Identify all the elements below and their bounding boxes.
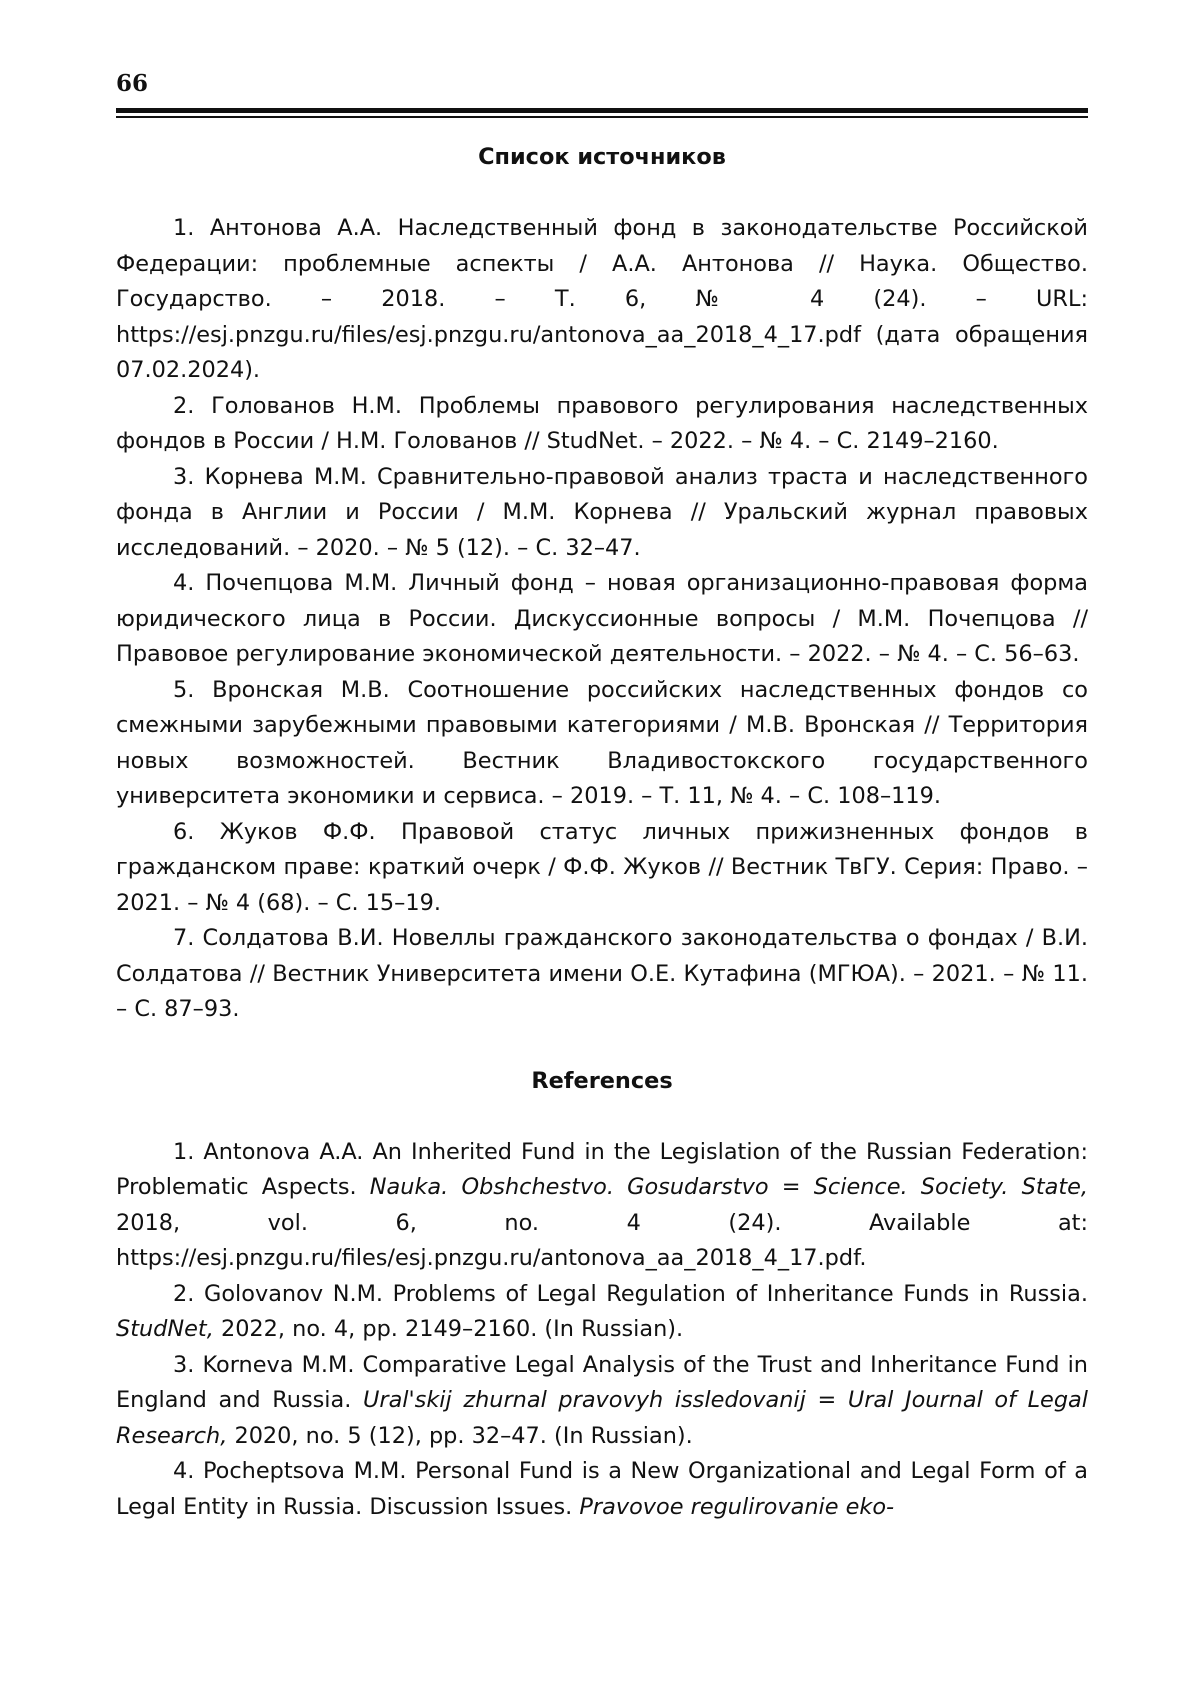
reference-entry [116, 1454, 1088, 1525]
reference-text: 2020, no. 5 (12), pp. 32–47. (In Russian). [227, 1422, 693, 1449]
page-content [116, 128, 1088, 1525]
source-entry: 2. Голованов Н.М. Проблемы правового регулирования наследственных фондов в России / Н.М. Голованов // StudNet. – 2022. – № 4. – С. 2149–2160. [116, 392, 1088, 454]
reference-entry [116, 1277, 1088, 1348]
references-list [116, 1135, 1088, 1526]
header-rule-thin [116, 116, 1088, 118]
reference-text: 4. Pocheptsova M.M. Personal Fund is a New Organizational and Legal Form of a Legal Entity in Russia. Discussion Issues. [116, 1458, 1088, 1520]
reference-text: 2018, vol. 6, no. 4 (24). Available at: https://esj.pnzgu.ru/files/esj.pnzgu.ru/antonova_aa_2018_4_17.pdf. [116, 1209, 1088, 1271]
source-entry: 5. Вронская М.В. Соотношение российских наследственных фондов со смежными зарубежными правовыми категориями / М.В. Вронская // Территория новых возможностей. Вестник Владивостокского государственного университета экономики и сервиса. – 2019. – Т. 11, № 4. – С. 108–119. [116, 676, 1088, 809]
sources-list [116, 211, 1088, 1028]
reference-journal: Ural'skij zhurnal pravovyh issledovanij = Ural Journal of Legal Research, [116, 1387, 1088, 1449]
source-entry: 1. Антонова А.А. Наследственный фонд в законодательстве Российской Федерации: проблемные аспекты / А.А. Антонова // Наука. Общество. Государство. – 2018. – Т. 6, № 4 (24). – URL: https://esj.pnzgu.ru/files/esj.pnzgu.ru/antonova_aa_2018_4_17.pdf (дата обращения 07.02.2024). [116, 215, 1088, 383]
header-rule-thick [116, 108, 1088, 113]
reference-journal: Nauka. Obshchestvo. Gosudarstvo = Science. Society. State, [369, 1174, 1088, 1200]
reference-text: 3. Korneva M.M. Comparative Legal Analysis of the Trust and Inheritance Fund in England and Russia. [116, 1351, 1088, 1413]
reference-entry [116, 1348, 1088, 1455]
page-number: 66 [116, 70, 149, 97]
reference-text: 2. Golovanov N.M. Problems of Legal Regulation of Inheritance Funds in Russia. [173, 1280, 1088, 1307]
reference-journal: StudNet, [116, 1316, 214, 1342]
source-entry: 4. Почепцова М.М. Личный фонд – новая организационно-правовая форма юридического лица в России. Дискуссионные вопросы / М.М. Почепцова // Правовое регулирование экономической деятельности. – 2022. – № 4. – С. 56–63. [116, 570, 1088, 667]
reference-text: 2022, no. 4, pp. 2149–2160. (In Russian). [213, 1316, 684, 1342]
references-title: References [531, 1067, 673, 1094]
reference-journal: Pravovoe regulirovanie eko- [579, 1493, 895, 1520]
sources-title: Список источников [478, 144, 726, 170]
source-entry: 3. Корнева М.М. Сравнительно-правовой анализ траста и наследственного фонда в Англии и России / М.М. Корнева // Уральский журнал правовых исследований. – 2020. – № 5 (12). – С. 32–47. [116, 463, 1088, 561]
reference-entry [116, 1135, 1088, 1277]
source-entry: 7. Солдатова В.И. Новеллы гражданского законодательства о фондах / В.И. Солдатова // Вестник Университета имени О.Е. Кутафина (МГЮА). – 2021. – № 11. – С. 87–93. [116, 925, 1088, 1022]
reference-text: 1. Antonova A.A. An Inherited Fund in the Legislation of the Russian Federation: Problematic Aspects. [116, 1138, 1088, 1200]
source-entry: 6. Жуков Ф.Ф. Правовой статус личных прижизненных фондов в гражданском праве: краткий очерк / Ф.Ф. Жуков // Вестник ТвГУ. Серия: Право. – 2021. – № 4 (68). – С. 15–19. [116, 818, 1088, 916]
